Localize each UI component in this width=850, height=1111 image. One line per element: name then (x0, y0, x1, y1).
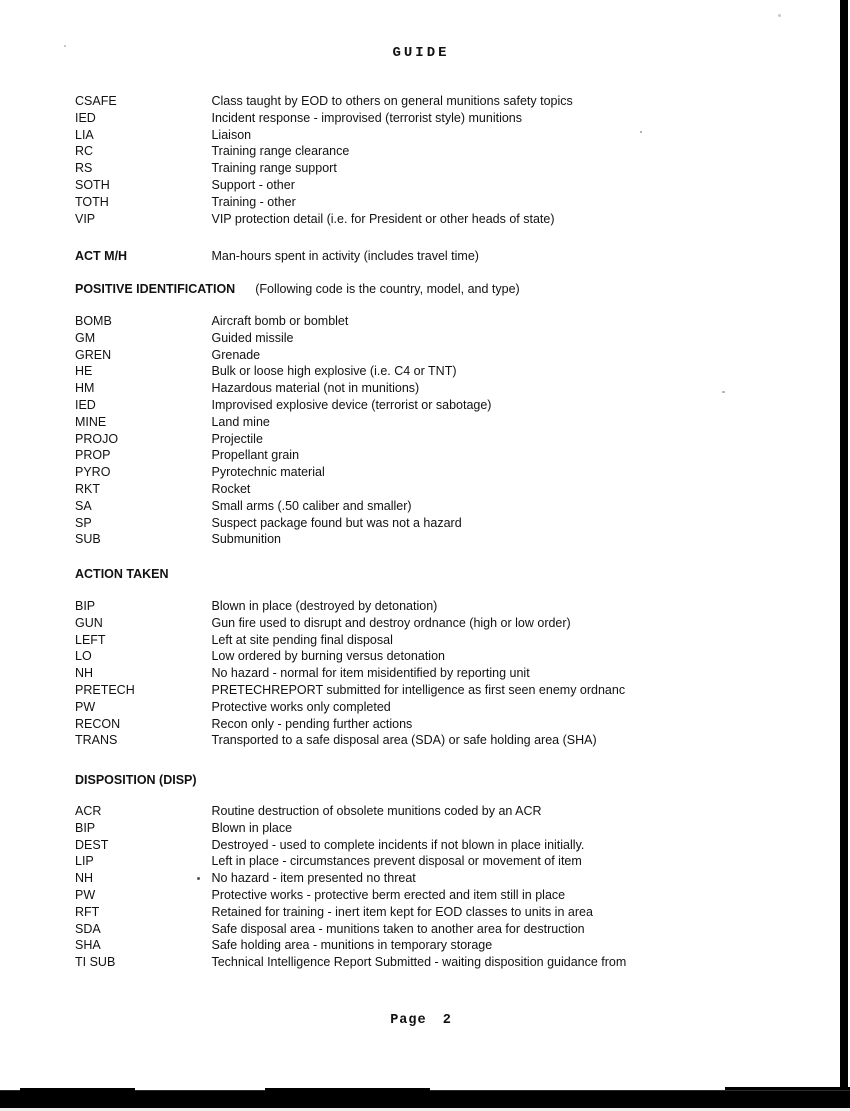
entry-definition: Improvised explosive device (terrorist or sabotage) (211, 397, 492, 412)
entry-definition: Retained for training - inert item kept for EOD classes to units in area (211, 904, 593, 919)
entry-code: SP (75, 515, 92, 530)
glossary-entry (75, 431, 795, 448)
entry-definition: Propellant grain (211, 448, 300, 463)
entry-code: BIP (75, 599, 96, 613)
entry-definition: Rocket (211, 481, 251, 496)
section-heading-action-taken: ACTION TAKEN (75, 567, 169, 581)
glossary-entry (75, 531, 795, 548)
glossary-entry (75, 632, 795, 649)
glossary-entry (75, 665, 795, 682)
glossary-entry (75, 921, 795, 938)
entry-definition: Transported to a safe disposal area (SDA) or safe holding area (SHA) (211, 733, 597, 748)
entry-code: PROJO (75, 431, 119, 446)
entry-code: GM (75, 330, 96, 345)
glossary-entry (75, 397, 795, 414)
entry-code: RS (75, 161, 93, 176)
entry-code: GREN (75, 347, 112, 362)
scan-speck (778, 14, 781, 17)
entry-definition: Bulk or loose high explosive (i.e. C4 or TNT) (211, 364, 457, 379)
scan-speck (64, 45, 66, 47)
entry-definition: Liaison (211, 127, 252, 142)
entry-definition: Training range support (211, 161, 337, 176)
entry-code: PW (75, 699, 96, 714)
entry-code: NH (75, 871, 94, 886)
glossary-entry (75, 615, 795, 632)
section-heading-text: POSITIVE IDENTIFICATION (75, 282, 236, 296)
entry-definition: Routine destruction of obsolete munitions coded by an ACR (211, 804, 542, 818)
entry-code: LIA (75, 127, 94, 142)
glossary-entry (75, 414, 795, 431)
entry-code: DEST (75, 837, 109, 852)
entry-definition: Gun fire used to disrupt and destroy ordnance (high or low order) (211, 615, 571, 630)
glossary-entry (75, 498, 795, 515)
entry-definition: Land mine (211, 414, 270, 429)
scan-artifact (725, 1087, 850, 1090)
glossary-entry (75, 598, 795, 615)
entry-definition: Suspect package found but was not a hazard (211, 515, 462, 530)
glossary-entry (75, 648, 795, 665)
disposition-list (75, 803, 795, 971)
scan-speck (197, 877, 200, 880)
entry-code: CSAFE (75, 94, 117, 108)
glossary-entry (75, 110, 795, 127)
entry-definition: Small arms (.50 caliber and smaller) (211, 498, 412, 513)
glossary-entry (75, 347, 795, 364)
entry-code: SA (75, 498, 92, 513)
entry-code: SUB (75, 532, 101, 547)
entry-code: LIP (75, 854, 94, 869)
glossary-entry (75, 464, 795, 481)
entry-definition: Grenade (211, 347, 261, 362)
entry-code: BIP (75, 820, 96, 835)
entry-definition: Low ordered by burning versus detonation (211, 649, 445, 664)
entry-code: RFT (75, 904, 100, 919)
entry-definition: No hazard - item presented no threat (211, 871, 416, 886)
entry-code: SHA (75, 938, 101, 953)
entry-code: GUN (75, 615, 103, 630)
glossary-entry (75, 363, 795, 380)
glossary-entry (75, 127, 795, 144)
glossary-entry (75, 954, 795, 971)
glossary-entry (75, 380, 795, 397)
section-heading-note: (Following code is the country, model, and type) (255, 282, 520, 296)
entry-definition: Protective works - protective berm erected and item still in place (211, 887, 566, 902)
entry-definition: Projectile (211, 431, 263, 446)
entry-definition: Blown in place (destroyed by detonation) (211, 599, 438, 613)
glossary-entry (75, 887, 795, 904)
glossary-entry (75, 313, 795, 330)
entry-definition: Destroyed - used to complete incidents if not blown in place initially. (211, 837, 585, 852)
entry-code: PW (75, 887, 96, 902)
scan-edge-right (840, 0, 848, 1111)
entry-definition: No hazard - normal for item misidentified by reporting unit (211, 666, 530, 681)
entry-code: VIP (75, 211, 96, 226)
glossary-entry (75, 447, 795, 464)
entry-code: LEFT (75, 632, 106, 647)
entry-definition: PRETECHREPORT submitted for intelligence as first seen enemy ordnanc (211, 682, 626, 697)
entry-definition: Left in place - circumstances prevent disposal or movement of item (211, 854, 582, 869)
entry-code: RECON (75, 716, 121, 731)
entry-definition: Technical Intelligence Report Submitted - waiting disposition guidance from (211, 955, 627, 970)
entry-code: IED (75, 110, 96, 125)
glossary-entry (75, 699, 795, 716)
entry-code: MINE (75, 414, 107, 429)
entry-code: TRANS (75, 733, 118, 748)
entry-definition: Support - other (211, 177, 295, 192)
glossary-entry (75, 820, 795, 837)
entry-code: NH (75, 666, 94, 681)
entry-definition: Pyrotechnic material (211, 465, 325, 480)
entry-code: RKT (75, 481, 100, 496)
glossary-entry (75, 937, 795, 954)
glossary-entry (75, 870, 795, 887)
glossary-entry (75, 481, 795, 498)
glossary-entry (75, 853, 795, 870)
entry-code: BOMB (75, 314, 112, 328)
entry-definition: Man-hours spent in activity (includes travel time) (211, 249, 479, 263)
act-mh-entry (75, 248, 795, 265)
glossary-entry (75, 330, 795, 347)
scan-edge-bottom (0, 1091, 850, 1108)
entry-definition: Training range clearance (211, 144, 350, 159)
entry-code: PRETECH (75, 682, 135, 697)
entry-code: TOTH (75, 194, 109, 209)
scan-speck (722, 391, 725, 393)
section-heading-disposition: DISPOSITION (DISP) (75, 773, 197, 787)
action-taken-list (75, 598, 795, 749)
glossary-entry (75, 177, 795, 194)
glossary-entry (75, 211, 795, 228)
glossary-entry (75, 732, 795, 749)
entry-code: HM (75, 381, 95, 396)
glossary-entry (75, 803, 795, 820)
glossary-entry (75, 515, 795, 532)
entry-code: PROP (75, 448, 111, 463)
entry-code: SDA (75, 921, 101, 936)
glossary-entry (75, 93, 795, 110)
glossary-entry (75, 682, 795, 699)
scan-speck (640, 131, 642, 133)
entry-definition: Hazardous material (not in munitions) (211, 381, 420, 396)
entry-code: HE (75, 364, 93, 379)
entry-code: LO (75, 649, 92, 664)
entry-code: SOTH (75, 177, 110, 192)
entry-code: ACT M/H (75, 249, 128, 263)
glossary-entry (75, 837, 795, 854)
entry-definition: VIP protection detail (i.e. for President or other heads of state) (211, 211, 555, 226)
glossary-entry (75, 160, 795, 177)
glossary-entry (75, 143, 795, 160)
glossary-entry (75, 904, 795, 921)
activity-code-list (75, 93, 795, 227)
entry-code: TI SUB (75, 955, 116, 970)
entry-definition: Safe holding area - munitions in temporary storage (211, 938, 493, 953)
entry-definition: Incident response - improvised (terrorist style) munitions (211, 110, 523, 125)
entry-definition: Submunition (211, 532, 281, 547)
entry-definition: Training - other (211, 194, 296, 209)
entry-definition: Recon only - pending further actions (211, 716, 413, 731)
entry-definition: Safe disposal area - munitions taken to another area for destruction (211, 921, 585, 936)
page-title: GUIDE (392, 45, 450, 61)
entry-code: ACR (75, 804, 102, 818)
entry-definition: Class taught by EOD to others on general munitions safety topics (211, 94, 573, 108)
positive-identification-list (75, 313, 795, 548)
entry-definition: Guided missile (211, 330, 294, 345)
entry-code: RC (75, 144, 94, 159)
entry-definition: Protective works only completed (211, 699, 391, 714)
entry-code: IED (75, 397, 96, 412)
glossary-entry (75, 716, 795, 733)
entry-definition: Blown in place (211, 820, 293, 835)
entry-code: PYRO (75, 465, 111, 480)
entry-definition: Left at site pending final disposal (211, 632, 393, 647)
page-number: Page 2 (390, 1013, 452, 1028)
glossary-entry (75, 194, 795, 211)
section-heading-positive-identification (75, 281, 795, 298)
entry-definition: Aircraft bomb or bomblet (211, 314, 349, 328)
